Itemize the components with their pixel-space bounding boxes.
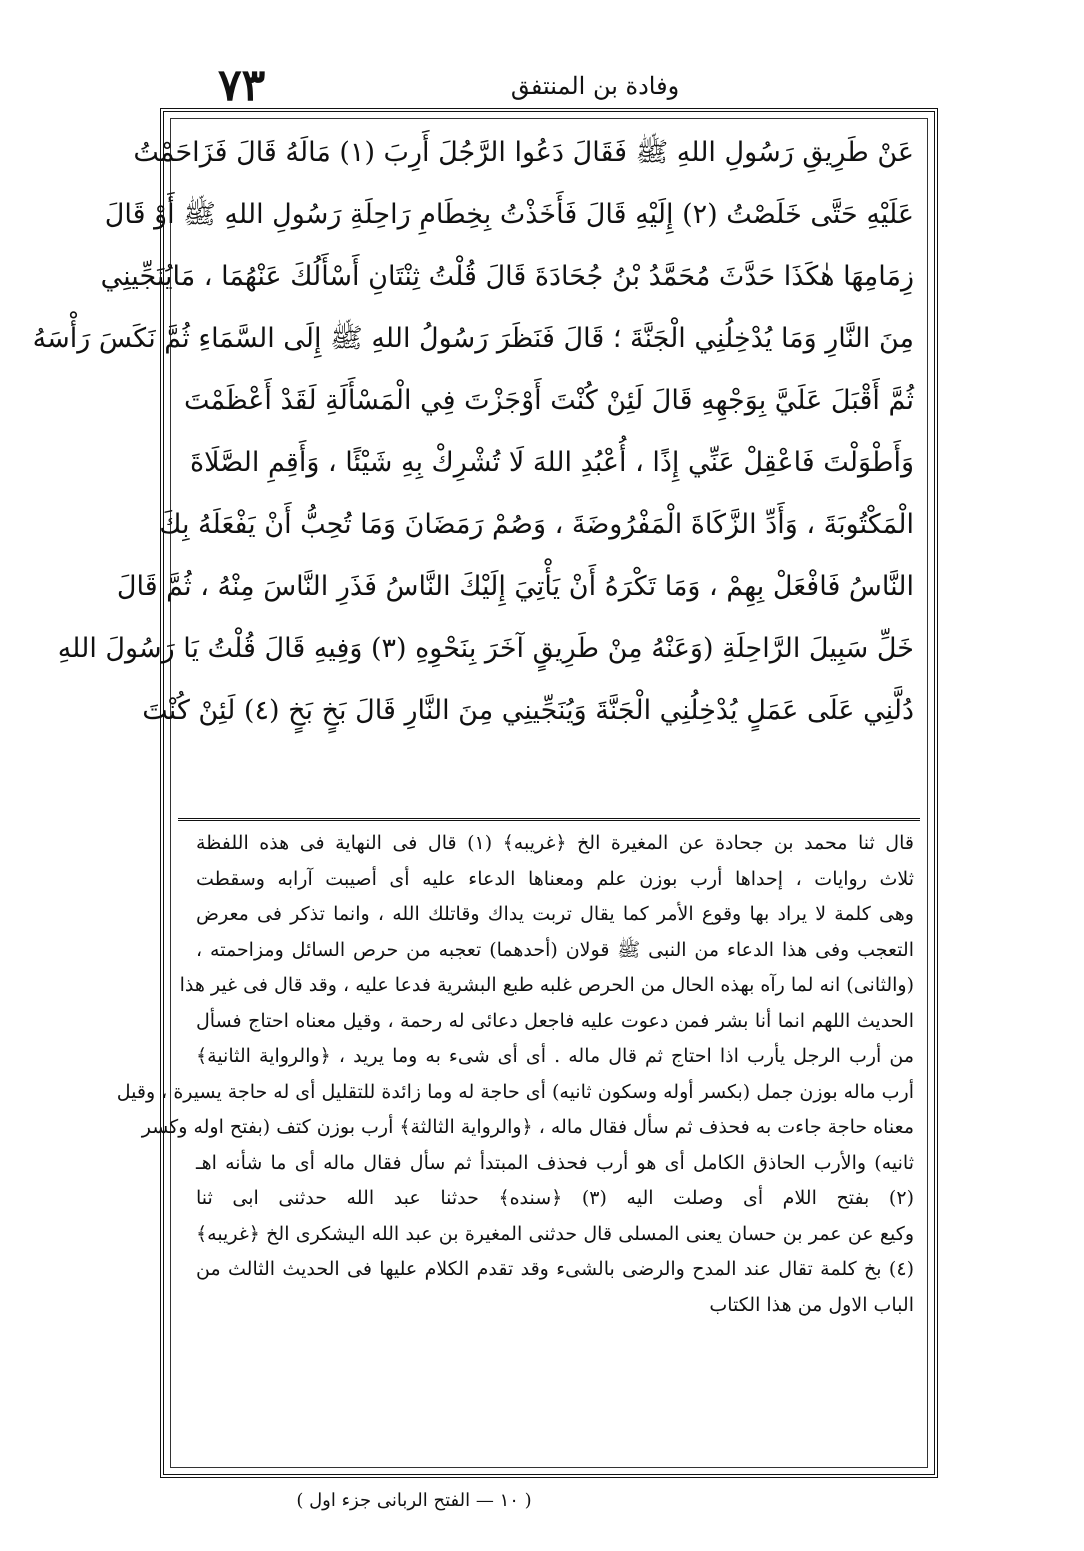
text-line: دُلَّنِي عَلَى عَمَلٍ يُدْخِلُنِي الْجَنَّةَ وَيُنَجِّينِي مِنَ النَّارِ قَالَ بَخٍ بَخٍ (٤) لَئِنْ كُنْتَ: [142, 695, 914, 726]
running-title: وفادة بن المنتفق: [510, 72, 680, 100]
text-line: خَلِّ سَبِيلَ الرَّاحِلَةِ (وَعَنْهُ مِنْ طَرِيقٍ آخَرَ بِنَحْوِهِ (٣) وَفِيهِ قَالَ قُلْتُ يَا رَسُولَ اللهِ: [57, 633, 914, 664]
text-line: عَلَيْهِ حَتَّى خَلَصْتُ (٢) إِلَيْهِ قَالَ فَأَخَذْتُ بِخِطَامِ رَاحِلَةِ رَسُولِ اللهِ ﷺ أَوْ قَالَ: [104, 199, 914, 230]
footnote-line: التعجب وفى هذا الدعاء من النبى ﷺ قولان (أحدهما) تعجبه من حرص السائل ومزاحمته ،: [196, 938, 914, 961]
footnote-line: (٢) بفتح اللام أى وصلت اليه (٣) ﴿سنده﴾ حدثنا عبد الله حدثنى ابى ثنا: [196, 1187, 914, 1209]
text-line: عَنْ طَرِيقِ رَسُولِ اللهِ ﷺ فَقَالَ دَعُوا الرَّجُلَ أَرِبَ (١) مَالَهُ قَالَ فَزَاحَمْتُ: [133, 137, 914, 168]
text-line: الْمَكْتُوبَةَ ، وَأَدِّ الزَّكَاةَ الْمَفْرُوضَةَ ، وَصُمْ رَمَضَانَ وَمَا تُحِبُّ أَنْ يَفْعَلَهُ بِكَ: [159, 509, 914, 540]
text-line: ثُمَّ أَقْبَلَ عَلَيَّ بِوَجْهِهِ قَالَ لَئِنْ كُنْتَ أَوْجَزْتَ فِي الْمَسْأَلَةِ لَقَدْ أَعْظَمْتَ: [184, 385, 914, 416]
main-text: [32, 122, 914, 812]
signature-line: ( ١٠ — الفتح الربانى جزء اول ): [296, 1490, 532, 1511]
page-header: [150, 58, 940, 114]
footnotes: [116, 826, 914, 1456]
footnote-line: قال ثنا محمد بن جحادة عن المغيرة الخ ﴿غريبه﴾ (١) قال فى النهاية فى هذه اللفظة: [196, 832, 914, 854]
footnote-line: الباب الاول من هذا الكتاب: [709, 1293, 914, 1316]
text-line: مِنَ النَّارِ وَمَا يُدْخِلُنِي الْجَنَّةَ ؛ قَالَ فَنَظَرَ رَسُولُ اللهِ ﷺ إِلَى السَّمَاءِ ثُمَّ نَكَسَ رَأْسَهُ: [32, 323, 914, 354]
footnote-line: معناه حاجة جاءت به فحذف ثم سأل فقال ماله ، ﴿والرواية الثالثة﴾ أرب بوزن كتف (بفتح اوله وكسر: [141, 1116, 914, 1138]
footnote-divider: [178, 818, 920, 821]
footnote-line: من أرب الرجل يأرب اذا احتاج ثم قال ماله . أى أى شىء به وما يريد ، ﴿والرواية الثانية﴾: [196, 1045, 914, 1067]
footnote-line: أرب ماله بوزن جمل (بكسر أوله وسكون ثانيه) أى حاجة له وما زائدة للتقليل أى له حاجة يسيرة ، وقيل: [116, 1080, 914, 1103]
page-number: ٧٣: [218, 60, 266, 111]
footnote-line: (٤) بخ كلمة تقال عند المدح والرضى بالشىء وقد تقدم الكلام عليها فى الحديث الثالث من: [196, 1258, 914, 1280]
text-line: زِمَامِهَا هٰكَذَا حَدَّثَ مُحَمَّدُ بْنُ جُحَادَةَ قَالَ قُلْتُ ثِنْتَانِ أَسْأَلُكَ عَنْهُمَا ، مَايُنَجِّينِي: [100, 261, 914, 292]
text-line: وَأَطْوَلْتَ فَاعْقِلْ عَنِّي إِذًا ، أُعْبُدِ اللهَ لَا تُشْرِكْ بِهِ شَيْئًا ، وَأَقِمِ الصَّلَاةَ: [189, 447, 914, 478]
text-line: النَّاسُ فَافْعَلْ بِهِمْ ، وَمَا تَكْرَهُ أَنْ يَأْتِيَ إِلَيْكَ النَّاسُ فَذَرِ النَّاسَ مِنْهُ ، ثُمَّ قَالَ: [116, 571, 914, 602]
footnote-line: (والثانى) انه لما رآه بهذه الحال من الحرص غلبه طبع البشرية فدعا عليه ، وقد قال فى غير هذا: [179, 974, 914, 996]
footnote-line: ثلاث روايات ، إحداها أرب بوزن علم ومعناها الدعاء عليه أى أصيبت آرابه وسقطت: [196, 867, 914, 890]
footnote-line: وكيع عن عمر بن حسان يعنى المسلى قال حدثنى المغيرة بن عبد الله اليشكرى الخ ﴿غريبه﴾: [196, 1222, 914, 1245]
footnote-line: ثانيه) والأرب الحاذق الكامل أى هو أرب فحذف المبتدأ ثم سأل فقال ماله أى ما شأنه اهـ: [196, 1151, 914, 1174]
footnote-line: وهى كلمة لا يراد بها وقوع الأمر كما يقال تربت يداك وقاتلك الله ، وانما تذكر فى معرض: [196, 903, 914, 925]
footnote-line: الحديث اللهم انما أنا بشر فمن دعوت عليه فاجعل دعائى له رحمة ، وقيل معناه احتاج فسأل: [196, 1009, 914, 1032]
